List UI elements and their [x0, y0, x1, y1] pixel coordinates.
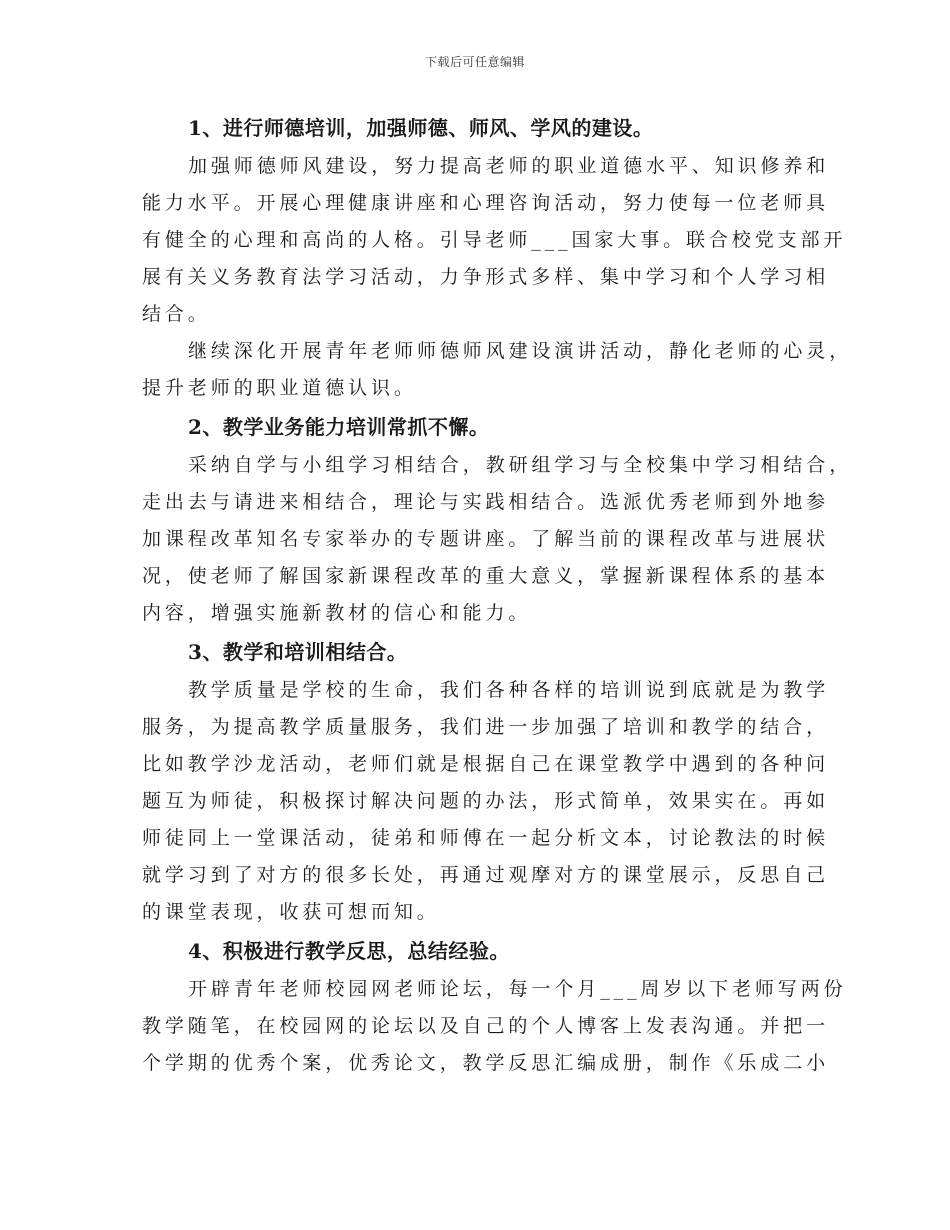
- section-heading: 4、积极进行教学反思，总结经验。: [188, 939, 510, 963]
- text-line: 况，使老师了解国家新课程改革的重大意义，掌握新课程体系的基本: [142, 565, 830, 587]
- section-heading: 3、教学和培训相结合。: [188, 640, 408, 664]
- text-line: 内容，增强实施新教材的信心和能力。: [142, 602, 532, 624]
- text-line: 能力水平。开展心理健康讲座和心理咨询活动，努力使每一位老师具: [142, 192, 830, 214]
- section-heading: 2、教学业务能力培训常抓不懈。: [188, 415, 490, 439]
- text-line: 采纳自学与小组学习相结合，教研组学习与全校集中学习相结合，: [188, 454, 853, 476]
- text-line: 结合。: [142, 303, 211, 325]
- text-line: 继续深化开展青年老师师德师风建设演讲活动，静化老师的心灵，: [188, 340, 853, 362]
- page-header: 下载后可任意编辑: [424, 55, 525, 69]
- text-line: 开辟青年老师校园网老师论坛，每一个月___周岁以下老师写两份: [188, 978, 847, 1000]
- text-line: 题互为师徒，积极探讨解决问题的办法，形式简单，效果实在。再如: [142, 790, 830, 812]
- paragraph: [142, 148, 847, 333]
- text-line: 加课程改革知名专家举办的专题讲座。了解当前的课程改革与进展状: [142, 528, 830, 550]
- text-line: 个学期的优秀个案，优秀论文，教学反思汇编成册，制作《乐成二小: [142, 1052, 830, 1074]
- text-line: 服务，为提高教学质量服务，我们进一步加强了培训和教学的结合，: [142, 716, 830, 738]
- text-line: 教学随笔，在校园网的论坛以及自己的个人博客上发表沟通。并把一: [142, 1015, 830, 1037]
- text-line: 就学习到了对方的很多长处，再通过观摩对方的课堂展示，反思自己: [142, 864, 830, 886]
- text-line: 加强师德师风建设，努力提高老师的职业道德水平、知识修养和: [188, 155, 830, 177]
- document-body: [142, 108, 853, 1082]
- section-heading: 1、进行师德培训，加强师德、师风、学风的建设。: [188, 116, 654, 140]
- text-line: 比如教学沙龙活动，老师们就是根据自己在课堂教学中遇到的各种问: [142, 753, 830, 775]
- text-line: 师徒同上一堂课活动，徒弟和师傅在一起分析文本，讨论教法的时候: [142, 827, 830, 849]
- text-line: 的课堂表现，收获可想而知。: [142, 901, 440, 923]
- paragraph: [142, 971, 847, 1082]
- text-line: 展有关义务教育法学习活动，力争形式多样、集中学习和个人学习相: [142, 266, 830, 288]
- text-line: 教学质量是学校的生命，我们各种各样的培训说到底就是为教学: [188, 679, 830, 701]
- text-line: 走出去与请进来相结合，理论与实践相结合。选派优秀老师到外地参: [142, 491, 830, 513]
- paragraph: [142, 672, 830, 931]
- text-line: 提升老师的职业道德认识。: [142, 377, 417, 399]
- text-line: 有健全的心理和高尚的人格。引导老师___国家大事。联合校党支部开: [142, 229, 847, 251]
- paragraph: [142, 447, 853, 632]
- paragraph: [142, 333, 853, 407]
